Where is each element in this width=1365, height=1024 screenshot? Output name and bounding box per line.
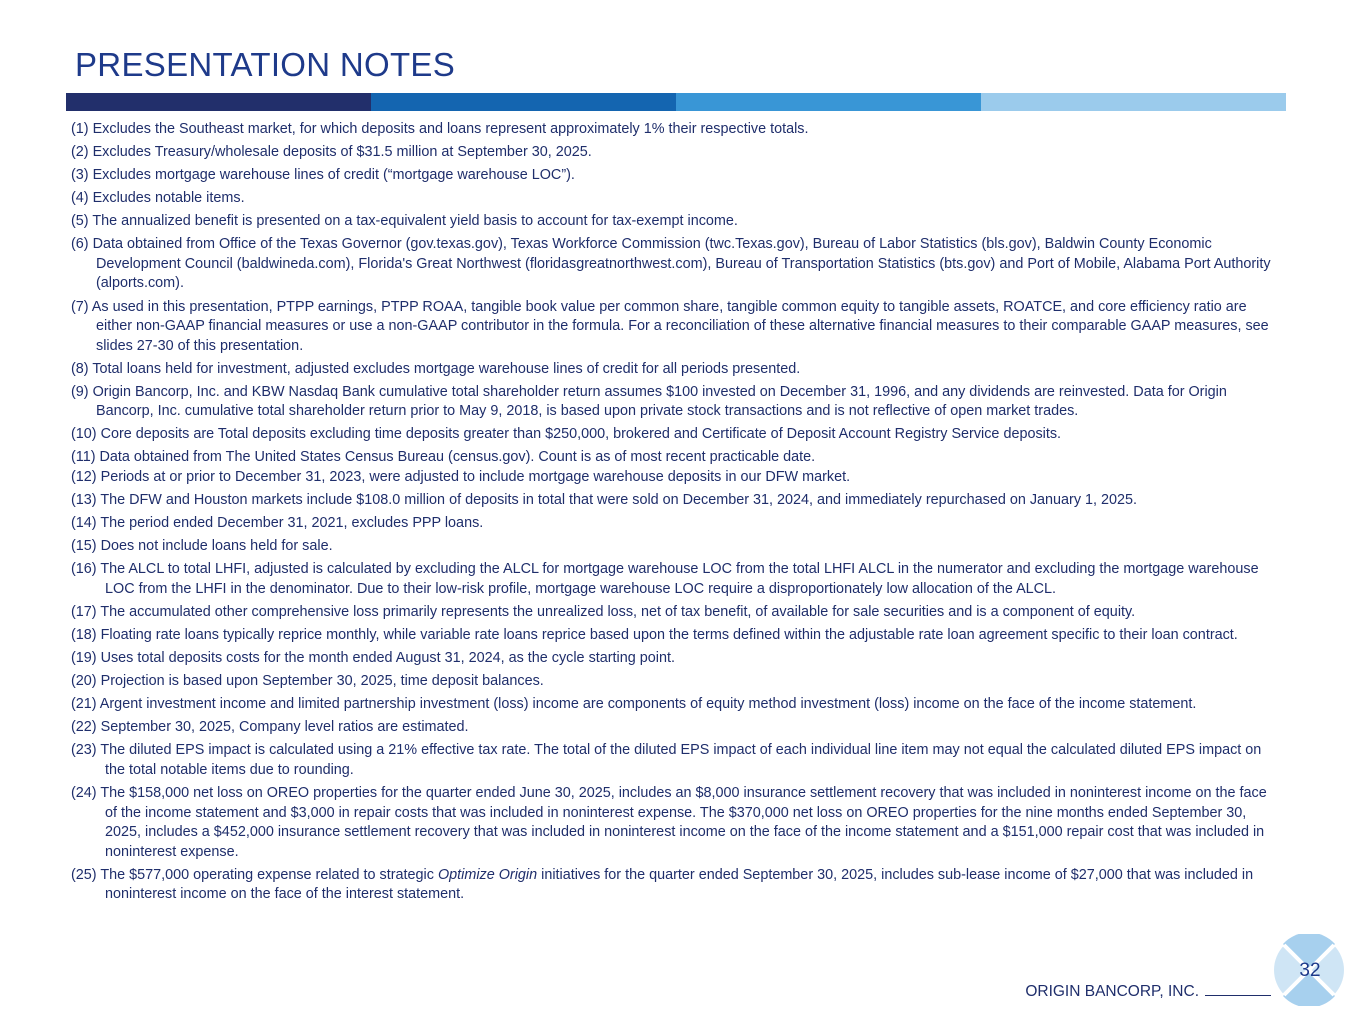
note-item: (22) September 30, 2025, Company level ratios are estimated. (71, 719, 469, 736)
bar-segment-3 (676, 93, 981, 111)
note-item: (2) Excludes Treasury/wholesale deposits of $31.5 million at September 30, 2025. (71, 144, 592, 161)
header-color-bar (66, 93, 1286, 111)
note-item: (10) Core deposits are Total deposits excluding time deposits greater than $250,000, brokered and Certificate of Deposit Account Registry Service deposits. (71, 426, 1062, 443)
note-item: (9) Origin Bancorp, Inc. and KBW Nasdaq Bank cumulative total shareholder return assumes $100 invested on December 31, 1996, and any dividends are reinvested. Data for Origin Bancorp, Inc. cumulative total shareholder return prior to May 9, 2018, is based upon private stock transactions and is not reflective of open market trades. (71, 383, 1227, 420)
bar-segment-2 (371, 93, 676, 111)
note-item: (19) Uses total deposits costs for the month ended August 31, 2024, as the cycle starting point. (71, 650, 675, 667)
note-item: (4) Excludes notable items. (71, 190, 245, 207)
note-item: (14) The period ended December 31, 2021, excludes PPP loans. (71, 515, 484, 532)
note-item: (6) Data obtained from Office of the Texas Governor (gov.texas.gov), Texas Workforce Commission (twc.Texas.gov), Bureau of Labor Statistics (bls.gov), Baldwin County Economic Development Council (baldwineda.com), Florida's Great Northwest (floridasgreatnorthwest.com), Bureau of Transportation Statistics (bts.gov) and Port of Mobile, Alabama Port Authority (alports.com). (71, 236, 1271, 292)
note-item: (5) The annualized benefit is presented on a tax-equivalent yield basis to account for tax-exempt income. (71, 213, 738, 230)
note-25-text-rest: initiatives for the quarter ended September 30, 2025, includes sub-lease income of $27,000 that was included in noninterest income on the face of the interest statement. (105, 866, 1254, 903)
bar-segment-1 (66, 93, 371, 111)
page-title: PRESENTATION NOTES (75, 46, 456, 83)
note-item: (21) Argent investment income and limited partnership investment (loss) income are components of equity method investment (loss) income on the face of the income statement. (71, 696, 1197, 713)
note-item: (17) The accumulated other comprehensive loss primarily represents the unrealized loss, net of tax benefit, of available for sale securities and is a component of equity. (71, 603, 1136, 620)
note-item: (8) Total loans held for investment, adjusted excludes mortgage warehouse lines of credit for all periods presented. (71, 360, 801, 377)
note-item-25 (71, 866, 1281, 905)
note-item: (11) Data obtained from The United States Census Bureau (census.gov). Count is as of most recent practicable date. (71, 449, 816, 466)
note-item: (12) Periods at or prior to December 31, 2023, were adjusted to include mortgage warehouse deposits in our DFW market. (71, 468, 851, 485)
bar-segment-4 (981, 93, 1286, 111)
notes-list (71, 120, 1281, 908)
note-item: (15) Does not include loans held for sale. (71, 538, 333, 555)
page-number: 32 (1299, 960, 1321, 981)
company-name: ORIGIN BANCORP, INC. (1025, 983, 1199, 1000)
footer-rule (1205, 983, 1271, 996)
note-item: (13) The DFW and Houston markets include $108.0 million of deposits in total that were sold on December 31, 2024, and immediately repurchased on January 1, 2025. (71, 492, 1138, 509)
note-25-text: (25) The $577,000 operating expense related to strategic (71, 866, 438, 883)
note-item: (18) Floating rate loans typically reprice monthly, while variable rate loans reprice based upon the terms defined within the adjustable rate loan agreement specific to their loan contract. (71, 627, 1238, 643)
note-item: (16) The ALCL to total LHFI, adjusted is calculated by excluding the ALCL for mortgage warehouse LOC from the total LHFI ALCL in the numerator and excluding the mortgage warehouse LOC from the LHFI in the denominator. Due to their low-risk profile, mortgage warehouse LOC require a disproportionately low allocation of the ALCL. (71, 561, 1259, 597)
note-item: (23) The diluted EPS impact is calculated using a 21% effective tax rate. The total of the diluted EPS impact of each individual line item may not equal the calculated diluted EPS impact on the total notable items due to rounding. (71, 742, 1262, 778)
footer-company (1025, 983, 1271, 1001)
note-25-emphasis: Optimize Origin (437, 866, 538, 883)
note-item: (20) Projection is based upon September 30, 2025, time deposit balances. (71, 673, 544, 690)
note-item: (3) Excludes mortgage warehouse lines of credit (“mortgage warehouse LOC”). (71, 167, 575, 184)
note-item: (24) The $158,000 net loss on OREO properties for the quarter ended June 30, 2025, includes an $8,000 insurance settlement recovery that was included in noninterest income on the face of the income statement and $3,000 in repair costs that was included in noninterest expense. The $370,000 net loss on OREO properties for the nine months ended September 30, 2025, includes a $452,000 insurance settlement recovery that was included in noninterest income on the face of the income statement and a $151,000 repair cost that was included in noninterest expense. (71, 785, 1267, 860)
note-item: (1) Excludes the Southeast market, for which deposits and loans represent approximately 1% their respective totals. (71, 121, 809, 137)
note-item: (7) As used in this presentation, PTPP earnings, PTPP ROAA, tangible book value per common share, tangible common equity to tangible assets, ROATCE, and core efficiency ratio are either non-GAAP financial measures or use a non-GAAP contributor in the formula. For a reconciliation of these alternative financial measures to their comparable GAAP measures, see slides 27-30 of this presentation. (71, 298, 1269, 354)
